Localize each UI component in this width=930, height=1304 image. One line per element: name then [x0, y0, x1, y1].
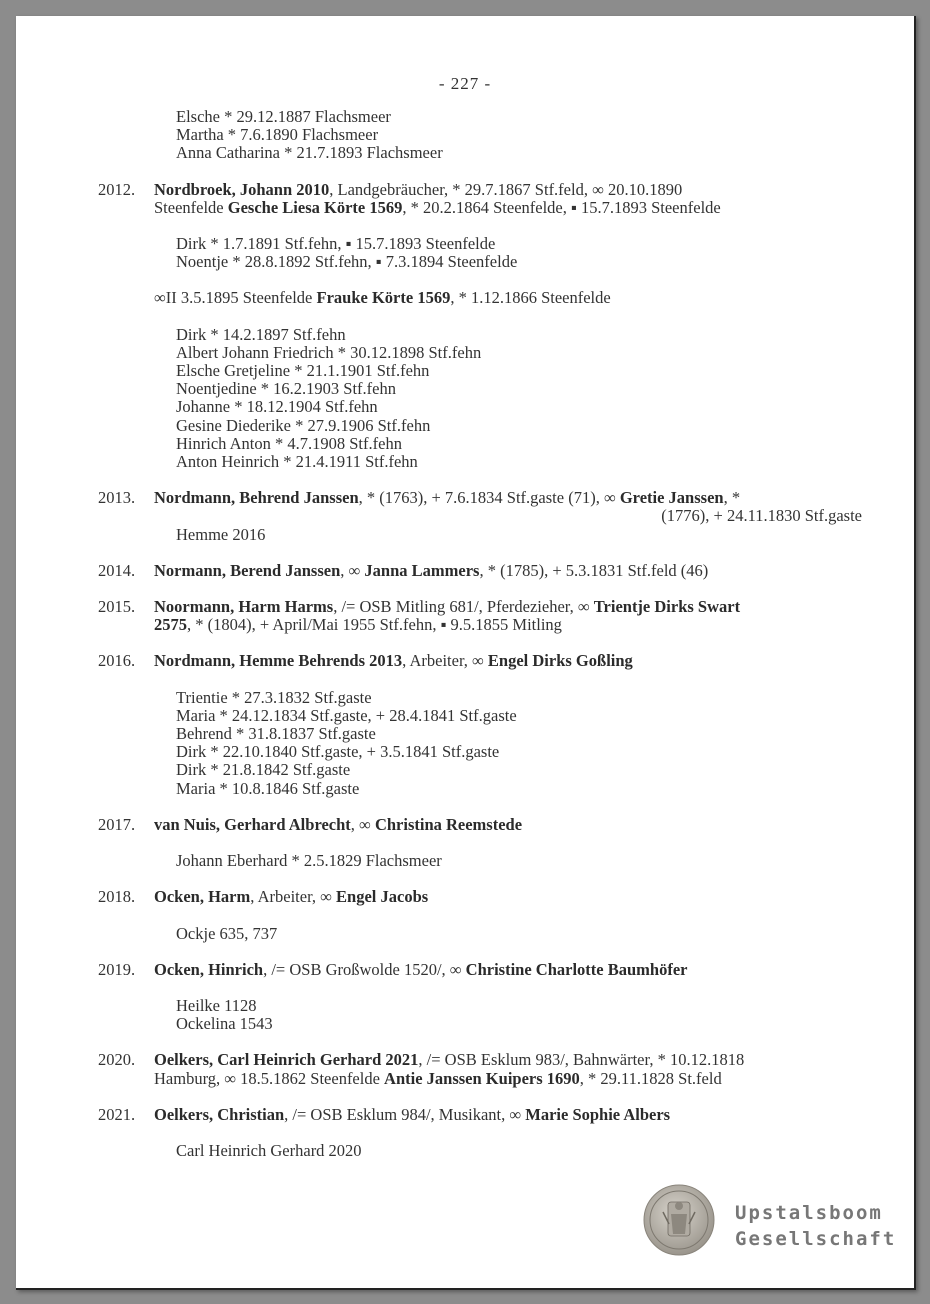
child-line: Dirk * 1.7.1891 Stf.fehn, ▪ 15.7.1893 Steenfelde — [176, 234, 496, 254]
spouse-name: Antie Janssen Kuipers 1690 — [384, 1068, 580, 1088]
entry-2012: 2012. Nordbroek, Johann 2010, Landgebräucher, * 29.7.1867 Stf.feld, ∞ 20.10.1890 Steenfelde Gesche Liesa Körte 1569, * 20.2.1864 Steenfelde, ▪ 15.7.1893 Steenfelde Dirk * 1.7.1891 Stf.fehn, ▪ 15.7.1893 Steenfelde Noentje * 28.8.1892 Stf.fehn, ▪ 7.3.1894 Steenfelde ∞II 3.5.1895 Steenfelde Frauke Körte 1569, * 1.12.1866 Steenfelde Dirk * 14.2.1897 Stf.fehn Albert Johann Friedrich * 30.12.1898 Stf.fehn Elsche Gretjeline * 21.1.1901 Stf.fehn Noentjedine * 16.2.1903 Stf.fehn Johanne * 18.12.1904 Stf.fehn Gesine Diederike * 27.9.1906 Stf.fehn Hinrich Anton * 4.7.1908 Stf.fehn Anton Heinrich * 21.4.1911 Stf.fehn — [16, 181, 914, 472]
entry-2020: 2020. Oelkers, Carl Heinrich Gerhard 2021, /= OSB Esklum 983/, Bahnwärter, * 10.12.1818 Hamburg, ∞ 18.5.1862 Steenfelde Antie Janssen Kuipers 1690, * 29.11.1828 St.feld — [98, 1050, 745, 1088]
spouse-name: Janna Lammers — [364, 560, 480, 580]
child-line: Dirk * 21.8.1842 Stf.gaste — [176, 760, 351, 780]
seal-emblem-icon — [643, 1184, 715, 1256]
child-line: Dirk * 14.2.1897 Stf.fehn — [176, 324, 346, 344]
entry-2017: 2017. van Nuis, Gerhard Albrecht, ∞ Christina Reemstede Johann Eberhard * 2.5.1829 Flachsmeer — [16, 816, 914, 870]
person-name: Oelkers, Christian — [154, 1104, 285, 1124]
spouse-name: Trientje Dirks Swart — [593, 597, 741, 617]
child-line: Trientie * 27.3.1832 Stf.gaste — [176, 687, 372, 707]
entry-number: 2013. — [98, 488, 136, 508]
spouse-name: Engel Jacobs — [336, 887, 429, 907]
person-name: Ocken, Harm — [154, 887, 251, 907]
entry-number: 2020. — [98, 1050, 136, 1070]
spouse-name: Marie Sophie Albers — [525, 1104, 671, 1124]
entry-number: 2015. — [98, 597, 136, 617]
spouse-name: Christina Reemstede — [374, 814, 523, 834]
entry-2021: 2021. Oelkers, Christian, /= OSB Esklum 984/, Musikant, ∞ Marie Sophie Albers Carl Heinrich Gerhard 2020 — [16, 1106, 914, 1160]
child-line: Elsche Gretjeline * 21.1.1901 Stf.fehn — [176, 361, 430, 381]
entry-2015: 2015. Noormann, Harm Harms, /= OSB Mitling 681/, Pferdezieher, ∞ Trientje Dirks Swart 2575, * (1804), + April/Mai 1955 Stf.fehn, ▪ 9.5.1855 Mitling — [98, 597, 741, 635]
person-name: Normann, Berend Janssen — [154, 560, 341, 580]
society-name-line2: Gesellschaft — [735, 1228, 897, 1250]
person-name: Noormann, Harm Harms — [154, 597, 334, 617]
child-line: Johann Eberhard * 2.5.1829 Flachsmeer — [176, 851, 442, 871]
society-name-line1: Upstalsboom — [735, 1202, 883, 1224]
spouse-name: Gretie Janssen — [619, 488, 724, 508]
child-line: Johanne * 18.12.1904 Stf.fehn — [176, 397, 378, 417]
spouse-name: Frauke Körte 1569 — [316, 288, 451, 308]
entry-2011-continuation — [16, 108, 914, 163]
person-name: Ocken, Hinrich — [154, 959, 264, 979]
entry-2018: 2018. Ocken, Harm, Arbeiter, ∞ Engel Jacobs Ockje 635, 737 — [16, 888, 914, 942]
entry-number: 2016. — [98, 651, 136, 671]
entry-number: 2014. — [98, 560, 136, 580]
child-line: Martha * 7.6.1890 Flachsmeer — [176, 125, 379, 145]
entry-number: 2012. — [98, 179, 136, 199]
person-name: van Nuis, Gerhard Albrecht — [154, 814, 351, 834]
entry-number: 2019. — [98, 959, 136, 979]
child-line: Maria * 24.12.1834 Stf.gaste, + 28.4.1841 Stf.gaste — [176, 705, 517, 725]
child-line: Hemme 2016 — [176, 524, 266, 544]
child-line: Ockje 635, 737 — [176, 923, 278, 943]
child-line: Hinrich Anton * 4.7.1908 Stf.fehn — [176, 433, 402, 453]
spouse-name: Engel Dirks Goßling — [487, 651, 633, 671]
document-page — [16, 16, 916, 1290]
entry-number: 2018. — [98, 887, 136, 907]
page-number: - 227 - — [438, 74, 492, 93]
continuation-line: (1776), + 24.11.1830 Stf.gaste — [661, 506, 862, 526]
entry-number: 2017. — [98, 814, 136, 834]
child-line: Elsche * 29.12.1887 Flachsmeer — [176, 107, 391, 126]
genealogy-entries — [16, 108, 914, 1160]
person-name: Oelkers, Carl Heinrich Gerhard 2021 — [154, 1050, 419, 1070]
person-name: Nordbroek, Johann 2010 — [154, 179, 330, 199]
child-line: Anton Heinrich * 21.4.1911 Stf.fehn — [176, 452, 418, 472]
child-line: Gesine Diederike * 27.9.1906 Stf.fehn — [176, 415, 431, 435]
child-line: Behrend * 31.8.1837 Stf.gaste — [176, 724, 376, 744]
child-line: Dirk * 22.10.1840 Stf.gaste, + 3.5.1841 Stf.gaste — [176, 742, 500, 762]
spouse-ref: 2575 — [154, 615, 187, 635]
child-line: Carl Heinrich Gerhard 2020 — [176, 1140, 362, 1160]
person-name: Nordmann, Hemme Behrends 2013 — [154, 651, 403, 671]
spouse-name: Gesche Liesa Körte 1569 — [227, 197, 403, 217]
entry-2014: 2014. Normann, Berend Janssen, ∞ Janna Lammers, * (1785), + 5.3.1831 Stf.feld (46) — [98, 560, 709, 580]
child-line: Maria * 10.8.1846 Stf.gaste — [176, 778, 360, 798]
entry-2016: 2016. Nordmann, Hemme Behrends 2013, Arbeiter, ∞ Engel Dirks Goßling Trientie * 27.3.1832 Stf.gaste Maria * 24.12.1834 Stf.gaste, + 28.4.1841 Stf.gaste Behrend * 31.8.1837 Stf.gaste Dirk * 22.10.1840 Stf.gaste, + 3.5.1841 Stf.gaste Dirk * 21.8.1842 Stf.gaste Maria * 10.8.1846 Stf.gaste — [16, 652, 914, 797]
person-name: Nordmann, Behrend Janssen — [154, 488, 359, 508]
child-line: Noentje * 28.8.1892 Stf.fehn, ▪ 7.3.1894 Steenfelde — [176, 252, 518, 272]
child-line: Anna Catharina * 21.7.1893 Flachsmeer — [176, 143, 443, 163]
society-name — [735, 1200, 896, 1252]
spouse-name: Christine Charlotte Baumhöfer — [465, 959, 688, 979]
child-line: Albert Johann Friedrich * 30.12.1898 Stf.fehn — [176, 342, 482, 362]
entry-2013: 2013. Nordmann, Behrend Janssen, * (1763), + 7.6.1834 Stf.gaste (71), ∞ Gretie Janssen, * (1776), + 24.11.1830 Stf.gaste Hemme 2016 — [98, 488, 862, 544]
entry-number: 2021. — [98, 1104, 136, 1124]
child-line: Ockelina 1543 — [176, 1014, 273, 1034]
child-line: Heilke 1128 — [176, 995, 257, 1015]
entry-2019: 2019. Ocken, Hinrich, /= OSB Großwolde 1520/, ∞ Christine Charlotte Baumhöfer Heilke 1128 Ockelina 1543 — [16, 961, 914, 1034]
child-line: Noentjedine * 16.2.1903 Stf.fehn — [176, 379, 396, 399]
